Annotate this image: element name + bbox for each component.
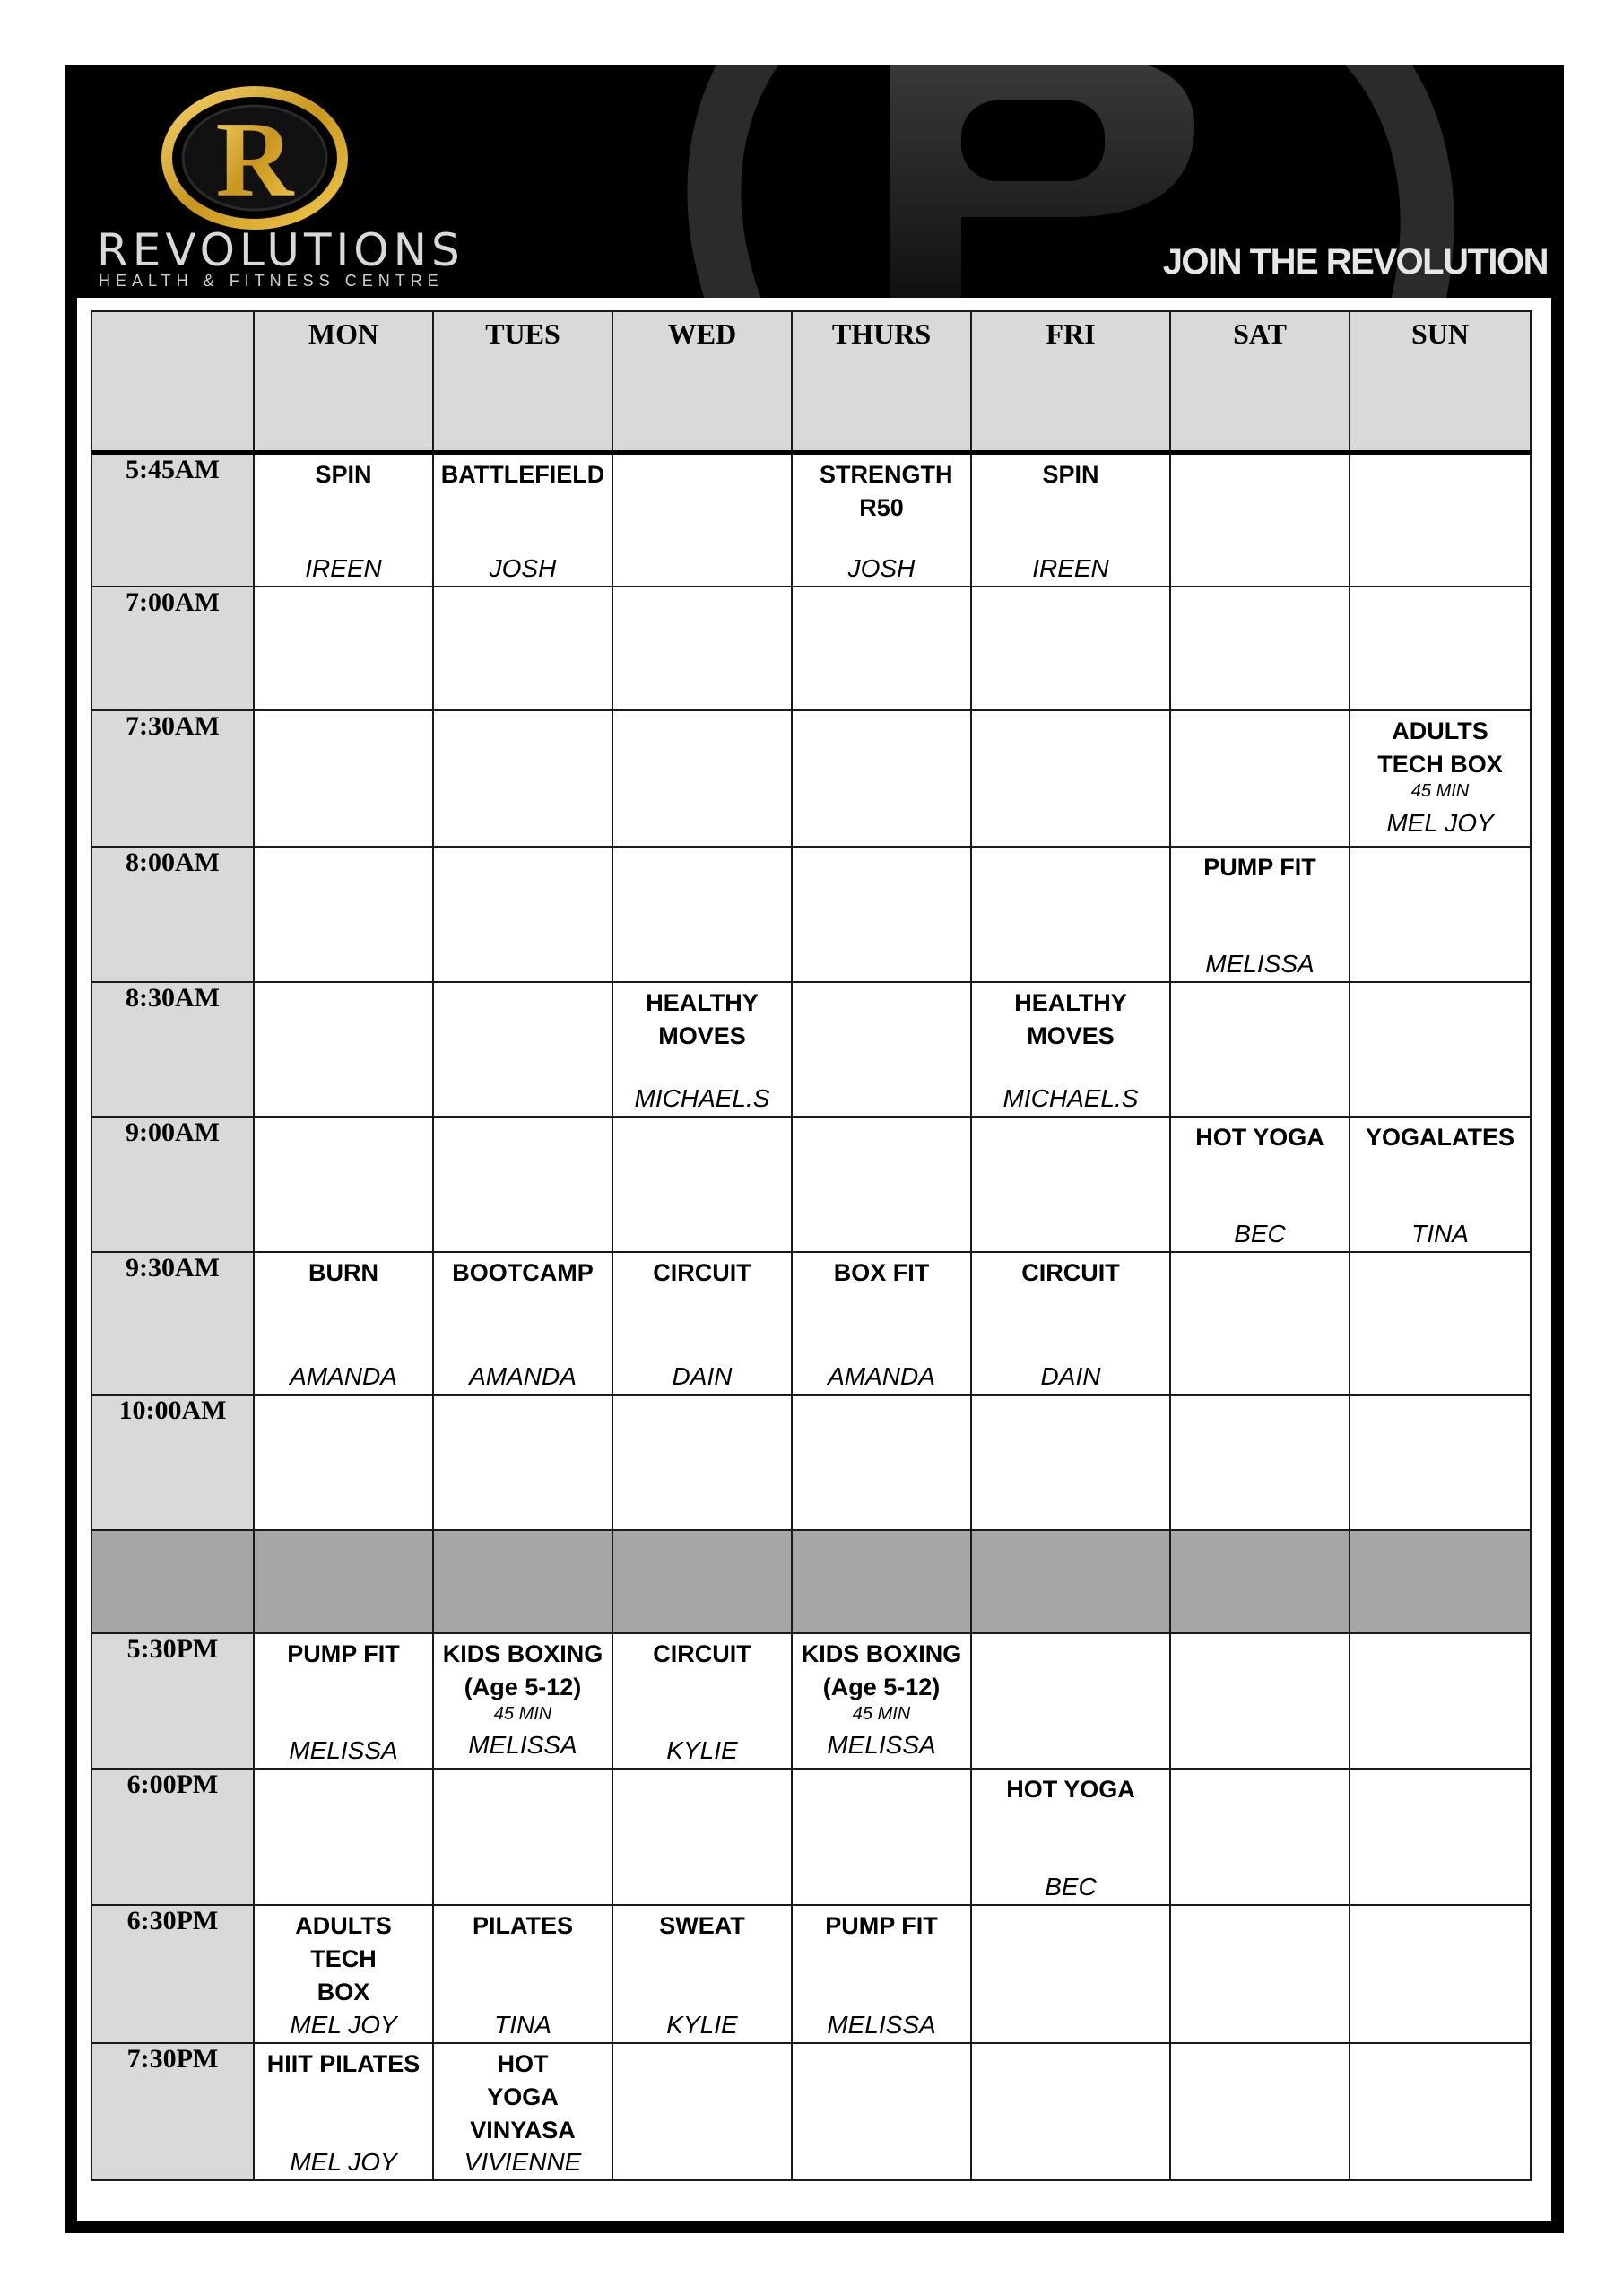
instructor-name: AMANDA xyxy=(469,1362,577,1390)
class-slot xyxy=(1350,1633,1531,1769)
time-label: 8:30AM xyxy=(91,982,254,1117)
class-slot xyxy=(792,1395,971,1530)
class-name: PUMP FIT xyxy=(287,1640,400,1667)
time-label: 9:00AM xyxy=(91,1117,254,1252)
time-label: 6:00PM xyxy=(91,1769,254,1905)
class-slot xyxy=(254,1395,433,1530)
class-slot xyxy=(1170,2043,1350,2180)
class-slot xyxy=(1170,1633,1350,1769)
instructor-name: VIVIENNE xyxy=(464,2148,582,2176)
class-name: BOX FIT xyxy=(833,1259,930,1286)
class-slot xyxy=(433,1769,612,1905)
class-name: BOOTCAMP xyxy=(452,1259,594,1286)
class-slot xyxy=(1170,847,1350,982)
class-slot xyxy=(1350,1530,1531,1633)
class-name: YOGALATES xyxy=(1365,1124,1515,1151)
day-header-fri: FRI xyxy=(971,311,1170,452)
instructor-name: DAIN xyxy=(1040,1362,1101,1390)
class-name: BATTLEFIELD xyxy=(440,460,605,488)
class-name: PILATES xyxy=(472,1912,573,1939)
time-slot-row xyxy=(91,1769,1531,1905)
instructor-name: MELISSA xyxy=(289,1736,398,1764)
time-label: 7:30AM xyxy=(91,710,254,847)
class-slot xyxy=(971,982,1170,1117)
class-duration: 45 MIN xyxy=(493,1704,552,1724)
class-slot xyxy=(971,1117,1170,1252)
time-label: 7:00AM xyxy=(91,587,254,710)
class-name: SPIN xyxy=(1042,460,1099,488)
instructor-name: BEC xyxy=(1045,1873,1097,1900)
class-slot xyxy=(971,587,1170,710)
instructor-name: MICHAEL.S xyxy=(634,1084,770,1112)
class-name: HEALTHY MOVES xyxy=(646,989,759,1049)
class-slot xyxy=(1350,2043,1531,2180)
tagline: JOIN THE REVOLUTION xyxy=(1162,242,1548,282)
class-slot xyxy=(612,452,792,587)
time-slot-row xyxy=(91,1633,1531,1769)
class-name: SWEAT xyxy=(659,1912,745,1939)
instructor-name: IREEN xyxy=(305,554,382,582)
class-slot xyxy=(612,1252,792,1395)
class-slot xyxy=(1350,1117,1531,1252)
class-slot xyxy=(1170,1905,1350,2043)
class-slot xyxy=(433,587,612,710)
class-slot xyxy=(433,1530,612,1633)
instructor-name: BEC xyxy=(1234,1220,1286,1248)
class-slot xyxy=(433,2043,612,2180)
class-name: CIRCUIT xyxy=(653,1259,751,1286)
class-slot xyxy=(612,710,792,847)
class-slot xyxy=(971,1395,1170,1530)
class-slot xyxy=(612,2043,792,2180)
class-slot xyxy=(612,982,792,1117)
class-slot xyxy=(433,1252,612,1395)
class-slot xyxy=(254,587,433,710)
time-label: 10:00AM xyxy=(91,1395,254,1530)
class-name: HEALTHY MOVES xyxy=(1014,989,1127,1049)
class-slot xyxy=(254,1905,433,2043)
class-name: PUMP FIT xyxy=(1203,854,1316,881)
class-slot xyxy=(792,982,971,1117)
time-slot-row xyxy=(91,2043,1531,2180)
class-slot xyxy=(433,1395,612,1530)
class-slot xyxy=(971,1769,1170,1905)
class-slot xyxy=(971,847,1170,982)
instructor-name: IREEN xyxy=(1032,554,1109,582)
instructor-name: MEL JOY xyxy=(1386,809,1494,837)
class-slot xyxy=(1350,1769,1531,1905)
day-header-wed: WED xyxy=(612,311,792,452)
class-slot xyxy=(792,1530,971,1633)
class-slot xyxy=(971,710,1170,847)
class-slot xyxy=(254,710,433,847)
time-label: 8:00AM xyxy=(91,847,254,982)
class-name: ADULTS TECH BOX xyxy=(1377,718,1503,778)
class-slot xyxy=(1170,452,1350,587)
time-slot-row xyxy=(91,1252,1531,1395)
class-name: SPIN xyxy=(315,460,372,488)
class-slot xyxy=(254,1633,433,1769)
class-slot xyxy=(433,982,612,1117)
class-name: HOT YOGA xyxy=(1195,1124,1324,1151)
instructor-name: JOSH xyxy=(847,554,916,582)
class-slot xyxy=(792,2043,971,2180)
day-header-row xyxy=(91,311,1531,452)
class-slot xyxy=(254,2043,433,2180)
class-slot xyxy=(1170,1530,1350,1633)
break-row xyxy=(91,1530,1531,1633)
class-slot xyxy=(1170,1252,1350,1395)
class-slot xyxy=(433,847,612,982)
class-timetable xyxy=(91,310,1532,2181)
instructor-name: MELISSA xyxy=(827,2011,936,2039)
time-label xyxy=(91,1530,254,1633)
instructor-name: KYLIE xyxy=(666,2011,738,2039)
class-slot xyxy=(612,1633,792,1769)
class-name: ADULTS TECH BOX xyxy=(295,1912,392,2005)
class-slot xyxy=(971,1530,1170,1633)
class-name: KIDS BOXING (Age 5-12) xyxy=(442,1640,603,1700)
instructor-name: MEL JOY xyxy=(290,2011,397,2039)
time-slot-row xyxy=(91,1905,1531,2043)
class-slot xyxy=(1350,710,1531,847)
time-label: 6:30PM xyxy=(91,1905,254,2043)
class-slot xyxy=(792,452,971,587)
class-slot xyxy=(254,1530,433,1633)
class-slot xyxy=(792,587,971,710)
class-slot xyxy=(433,1117,612,1252)
class-slot xyxy=(612,1530,792,1633)
class-slot xyxy=(254,1252,433,1395)
class-slot xyxy=(792,1117,971,1252)
class-slot xyxy=(971,2043,1170,2180)
instructor-name: AMANDA xyxy=(290,1362,397,1390)
class-slot xyxy=(971,1252,1170,1395)
instructor-name: KYLIE xyxy=(666,1736,738,1764)
time-slot-row xyxy=(91,587,1531,710)
class-slot xyxy=(1170,1395,1350,1530)
class-slot xyxy=(971,452,1170,587)
instructor-name: MELISSA xyxy=(1205,950,1315,978)
instructor-name: TINA xyxy=(494,2011,551,2039)
day-header-sat: SAT xyxy=(1170,311,1350,452)
class-slot xyxy=(612,1117,792,1252)
class-slot xyxy=(612,1769,792,1905)
class-slot xyxy=(1350,452,1531,587)
time-slot-row xyxy=(91,1117,1531,1252)
class-name: HOT YOGA VINYASA xyxy=(470,2050,576,2144)
time-slot-row xyxy=(91,982,1531,1117)
class-duration: 45 MIN xyxy=(852,1704,911,1724)
brand-subtitle: HEALTH & FITNESS CENTRE xyxy=(99,272,444,290)
class-slot xyxy=(792,710,971,847)
class-name: STRENGTH R50 xyxy=(820,460,953,521)
class-slot xyxy=(792,1769,971,1905)
day-header-mon: MON xyxy=(254,311,433,452)
instructor-name: MELISSA xyxy=(827,1731,936,1759)
day-header-sun: SUN xyxy=(1350,311,1531,452)
time-slot-row xyxy=(91,1395,1531,1530)
class-slot xyxy=(792,1252,971,1395)
class-slot xyxy=(254,452,433,587)
instructor-name: MELISSA xyxy=(468,1731,577,1759)
class-slot xyxy=(433,1633,612,1769)
class-slot xyxy=(792,1633,971,1769)
class-slot xyxy=(1350,847,1531,982)
day-header-tues: TUES xyxy=(433,311,612,452)
class-name: BURN xyxy=(308,1259,378,1286)
corner-cell xyxy=(91,311,254,452)
class-name: CIRCUIT xyxy=(653,1640,751,1667)
class-name: HIIT PILATES xyxy=(266,2050,421,2077)
class-slot xyxy=(971,1633,1170,1769)
time-label: 5:45AM xyxy=(91,452,254,587)
class-slot xyxy=(1170,587,1350,710)
time-label: 7:30PM xyxy=(91,2043,254,2180)
class-slot xyxy=(1350,1395,1531,1530)
instructor-name: MICHAEL.S xyxy=(1002,1084,1139,1112)
class-slot xyxy=(1350,1905,1531,2043)
class-slot xyxy=(612,1905,792,2043)
class-slot xyxy=(254,982,433,1117)
class-slot xyxy=(612,587,792,710)
class-slot xyxy=(1170,982,1350,1117)
time-label: 5:30PM xyxy=(91,1633,254,1769)
class-slot xyxy=(612,1395,792,1530)
revolutions-r-logo-icon xyxy=(154,79,360,231)
class-slot xyxy=(1170,1769,1350,1905)
class-slot xyxy=(1350,982,1531,1117)
header-banner xyxy=(65,65,1564,298)
class-slot xyxy=(254,1769,433,1905)
class-slot xyxy=(433,1905,612,2043)
class-slot xyxy=(254,847,433,982)
instructor-name: JOSH xyxy=(489,554,557,582)
class-slot xyxy=(971,1905,1170,2043)
logo-letter: R xyxy=(215,100,294,219)
class-name: HOT YOGA xyxy=(1006,1776,1135,1803)
instructor-name: TINA xyxy=(1411,1220,1469,1248)
instructor-name: AMANDA xyxy=(828,1362,935,1390)
class-name: KIDS BOXING (Age 5-12) xyxy=(801,1640,962,1700)
class-duration: 45 MIN xyxy=(1410,781,1470,801)
day-header-thurs: THURS xyxy=(792,311,971,452)
class-slot xyxy=(433,452,612,587)
class-slot xyxy=(1350,587,1531,710)
class-slot xyxy=(1350,1252,1531,1395)
class-name: PUMP FIT xyxy=(825,1912,938,1939)
class-slot xyxy=(1170,1117,1350,1252)
class-slot xyxy=(1170,710,1350,847)
instructor-name: DAIN xyxy=(672,1362,733,1390)
class-slot xyxy=(792,847,971,982)
time-slot-row xyxy=(91,452,1531,587)
time-slot-row xyxy=(91,710,1531,847)
instructor-name: MEL JOY xyxy=(290,2148,397,2176)
brand-name: REVOLUTIONS xyxy=(97,224,464,276)
class-slot xyxy=(254,1117,433,1252)
class-name: CIRCUIT xyxy=(1021,1259,1120,1286)
class-slot xyxy=(792,1905,971,2043)
time-slot-row xyxy=(91,847,1531,982)
class-slot xyxy=(612,847,792,982)
time-label: 9:30AM xyxy=(91,1252,254,1395)
class-slot xyxy=(433,710,612,847)
